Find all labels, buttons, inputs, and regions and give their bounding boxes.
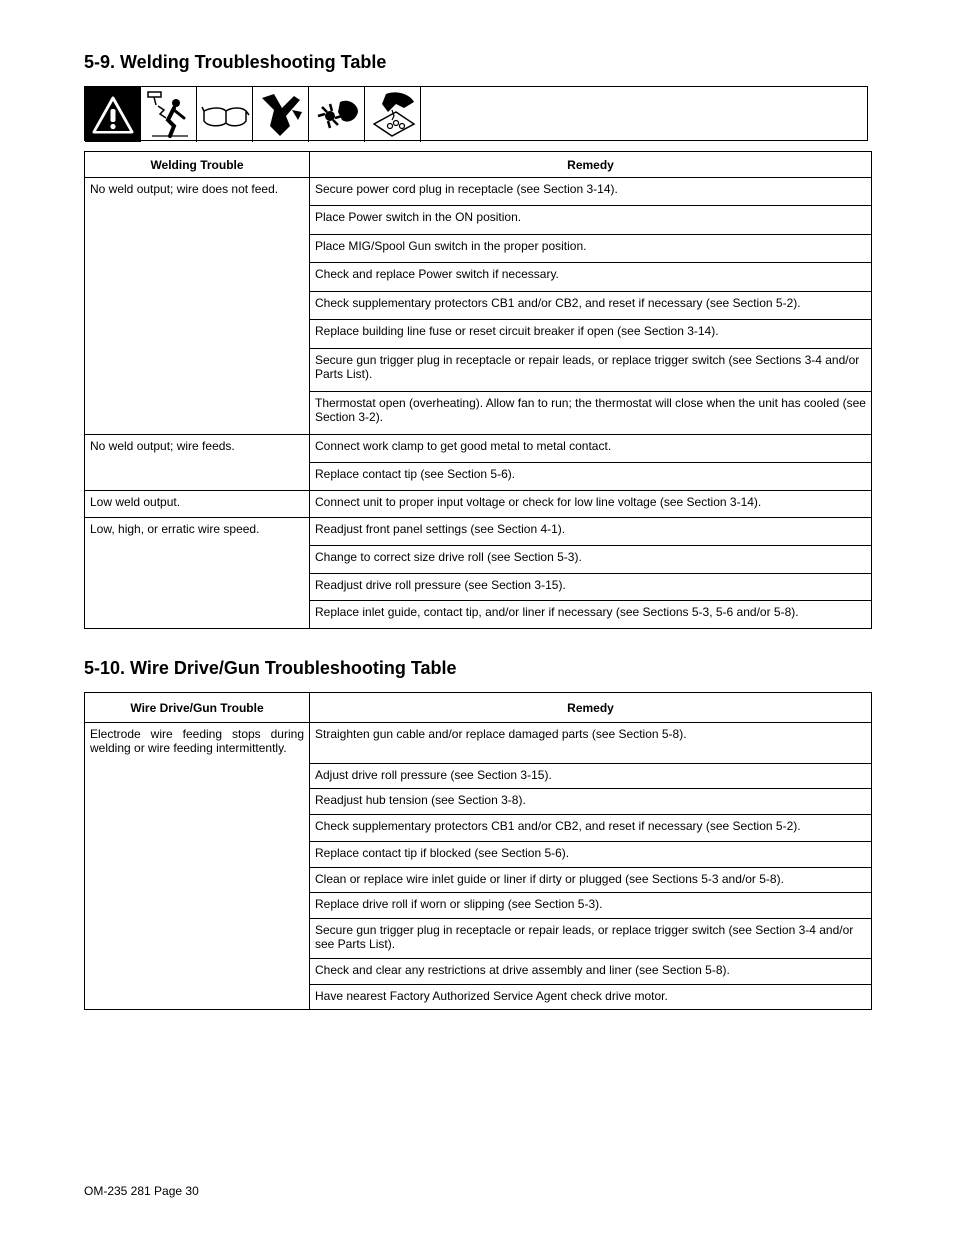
remedy-cell: Secure power cord plug in receptacle (see Section 3-14). — [310, 178, 872, 206]
remedy-cell: Place MIG/Spool Gun switch in the proper position. — [310, 235, 872, 263]
remedy-cell: Replace inlet guide, contact tip, and/or liner if necessary (see Sections 5-3, 5-6 and/or 5-8). — [310, 601, 872, 629]
hazard-symbols-box — [84, 86, 868, 141]
remedy-cell: Clean or replace wire inlet guide or liner if dirty or plugged (see Sections 5-3 and/or 5-8). — [310, 868, 872, 893]
remedy-cell: Place Power switch in the ON position. — [310, 206, 872, 235]
remedy-cell: Connect work clamp to get good metal to metal contact. — [310, 435, 872, 463]
trouble-cell: No weld output; wire does not feed. — [85, 178, 310, 435]
remedy-cell: Readjust hub tension (see Section 3-8). — [310, 789, 872, 815]
remedy-cell: Straighten gun cable and/or replace damaged parts (see Section 5-8). — [310, 723, 872, 764]
page-footer: OM-235 281 Page 30 — [84, 1184, 199, 1198]
column-header-welding-trouble: Welding Trouble — [85, 152, 310, 178]
remedy-cell: Readjust front panel settings (see Section 4-1). — [310, 518, 872, 546]
remedy-cell: Thermostat open (overheating). Allow fan to run; the thermostat will close when the unit has cooled (see Section 3-2). — [310, 392, 872, 435]
remedy-cell: Replace contact tip (see Section 5-6). — [310, 463, 872, 491]
fan-blade-hand-icon — [309, 87, 365, 142]
remedy-cell: Secure gun trigger plug in receptacle or repair leads, or replace trigger switch (see Section 3-4 and/or see Parts List). — [310, 919, 872, 959]
remedy-cell: Have nearest Factory Authorized Service Agent check drive motor. — [310, 985, 872, 1010]
remedy-cell: Change to correct size drive roll (see Section 5-3). — [310, 546, 872, 574]
remedy-cell: Replace contact tip if blocked (see Section 5-6). — [310, 842, 872, 868]
remedy-cell: Secure gun trigger plug in receptacle or repair leads, or replace trigger switch (see Sections 3-4 and/or Parts List). — [310, 349, 872, 392]
moving-parts-hand-icon — [253, 87, 309, 142]
trouble-cell: Low weld output. — [85, 491, 310, 518]
trouble-cell: No weld output; wire feeds. — [85, 435, 310, 491]
trouble-cell: Electrode wire feeding stops during welding or wire feeding intermittently. — [85, 723, 310, 1010]
section-5-9-title: 5-9. Welding Troubleshooting Table — [84, 52, 387, 72]
column-header-wire-drive-gun-trouble: Wire Drive/Gun Trouble — [85, 693, 310, 723]
remedy-cell: Check supplementary protectors CB1 and/or CB2, and reset if necessary (see Section 5-2). — [310, 815, 872, 842]
trouble-cell: Low, high, or erratic wire speed. — [85, 518, 310, 629]
wire-drive-gun-troubleshooting-table — [84, 692, 872, 1010]
warning-triangle-icon — [85, 87, 141, 142]
remedy-cell: Check supplementary protectors CB1 and/or CB2, and reset if necessary (see Section 5-2). — [310, 292, 872, 320]
remedy-cell: Adjust drive roll pressure (see Section 3-15). — [310, 764, 872, 789]
column-header-remedy: Remedy — [310, 693, 872, 723]
remedy-cell: Replace building line fuse or reset circuit breaker if open (see Section 3-14). — [310, 320, 872, 349]
column-header-remedy: Remedy — [310, 152, 872, 178]
welding-troubleshooting-table — [84, 151, 872, 629]
electric-shock-icon — [141, 87, 197, 142]
hot-parts-hand-icon — [365, 87, 421, 142]
remedy-cell: Connect unit to proper input voltage or check for low line voltage (see Section 3-14). — [310, 491, 872, 518]
remedy-cell: Check and replace Power switch if necessary. — [310, 263, 872, 292]
section-5-10-title: 5-10. Wire Drive/Gun Troubleshooting Table — [84, 658, 457, 678]
safety-glasses-icon — [197, 87, 253, 142]
remedy-cell: Replace drive roll if worn or slipping (see Section 5-3). — [310, 893, 872, 919]
remedy-cell: Readjust drive roll pressure (see Section 3-15). — [310, 574, 872, 601]
remedy-cell: Check and clear any restrictions at drive assembly and liner (see Section 5-8). — [310, 959, 872, 985]
